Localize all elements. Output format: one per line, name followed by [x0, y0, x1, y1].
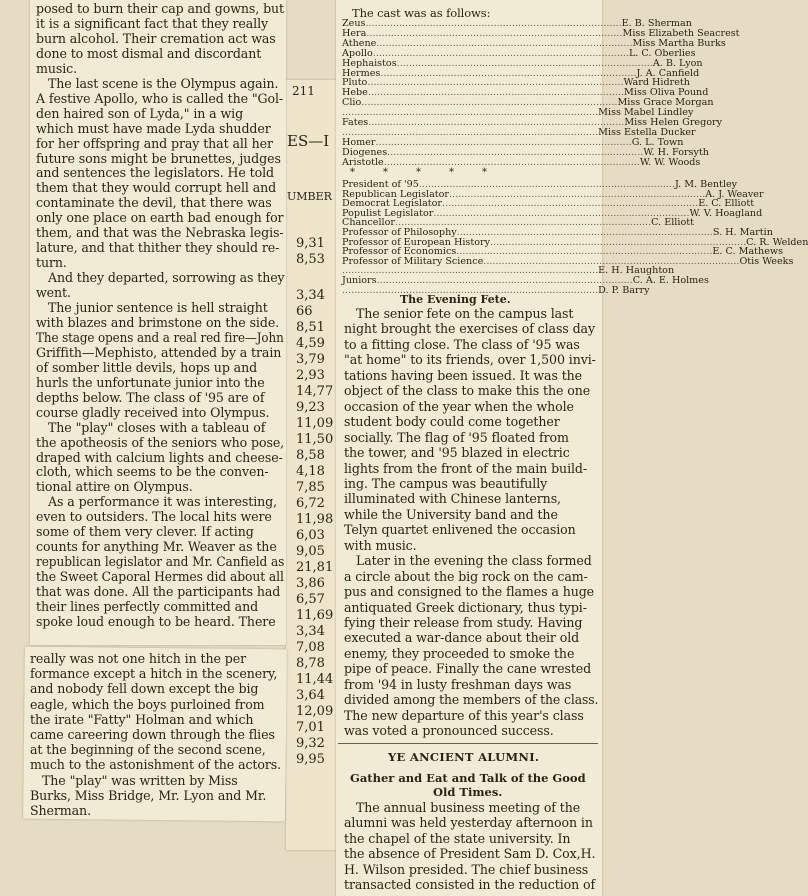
cast-actor: E. H. Haughton [598, 265, 675, 277]
text-line: went. [36, 285, 71, 301]
cast-actor: Miss Elizabeth Seacrest [622, 27, 740, 39]
cast-actor: Ward Hidreth [623, 77, 690, 89]
fragment-page-number: 211 [292, 84, 315, 98]
text-line: illuminated with Chinese lanterns, [344, 491, 561, 507]
cast-actor: W. W. Woods [639, 156, 701, 168]
cast-row: Hera .................................................................................... Miss Elizabeth Seacrest [342, 27, 740, 39]
cast-actor: W. H. Forsyth [643, 146, 709, 158]
cast-role: Professor of Military Science [342, 255, 484, 267]
cast-row: .................................................................................... E. H. Haughton [342, 265, 675, 277]
cast-row: Fates .................................................................................... Miss Helen Gregory [342, 117, 723, 128]
number-entry: 9,95 [296, 752, 325, 767]
cast-actor: Miss Oliva Pound [624, 87, 709, 99]
text-line: much to the astonishment of the actors. [30, 757, 282, 773]
number-entry: 12,09 [296, 704, 334, 719]
text-line: with blazes and brimstone on the side. [36, 314, 280, 330]
text-line: pus and consigned to the flames a huge [344, 584, 595, 600]
cast-role: Clio [342, 97, 362, 109]
cast-role: Fates [342, 117, 369, 128]
text-line: H. Wilson presided. The chief business [344, 861, 589, 877]
text-line: den haired son of Lyda," in a wig [36, 105, 244, 121]
number-entry: 11,50 [296, 432, 334, 447]
cast-role: Professor of European History [342, 236, 490, 248]
text-line: lights from the front of the main build- [344, 460, 588, 476]
text-line: student body could come together [344, 414, 560, 430]
cast-actor: S. H. Martin [712, 227, 773, 238]
cast-row: Clio .................................................................................... Miss Grace Morgan [342, 97, 714, 109]
text-line: Telyn quartet enlivened the occasion [344, 522, 576, 538]
number-entry: 11,98 [296, 512, 334, 527]
text-line: was voted a pronounced success. [344, 723, 554, 739]
text-line: the tower, and '95 blazed in electric [344, 445, 570, 461]
number-entry: 11,69 [296, 608, 334, 623]
text-line: the chapel of the state university. In [344, 830, 571, 846]
text-line: really was not one hitch in the per [30, 651, 246, 666]
cast-role: Zeus [342, 18, 366, 29]
text-line: their lines perfectly committed and [36, 599, 259, 614]
text-line: while the University band and the [344, 506, 558, 522]
cast-actor: C. A. E. Holmes [632, 275, 709, 286]
text-line: that was done. All the participants had [36, 584, 281, 600]
cast-actor: E. C. Elliott [698, 198, 755, 210]
cast-role: Aristotle [342, 156, 384, 168]
cast-actor: D. P. Barry [598, 284, 650, 296]
number-entry: 66 [296, 304, 313, 319]
text-line: The stage opens and a real red fire—John [36, 329, 284, 345]
cast-row: President of '95 .................................................................................... J. M. Bentley [342, 179, 738, 190]
number-entry: 6,03 [296, 528, 325, 543]
cast-role: Hermes [342, 67, 381, 79]
cast-actor: J. M. Bentley [675, 179, 738, 190]
cast-role: Populist Legislator [342, 207, 434, 219]
number-entry: 8,53 [296, 252, 325, 267]
cast-role: Homer [342, 136, 376, 148]
text-line: done to most dismal and discordant [36, 45, 262, 61]
text-line: draped with calcium lights and cheese- [36, 449, 283, 465]
text-line: from '94 in lusty freshman days was [344, 676, 572, 692]
text-line: Burks, Miss Bridge, Mr. Lyon and Mr. [30, 787, 267, 803]
cast-row: Hephaistos .................................................................................... A. B. Lyon [342, 57, 703, 69]
text-line: tations having been issued. It was the [344, 367, 583, 383]
cast-actor: G. L. Town [631, 136, 684, 148]
cast-role: Hebe [342, 87, 368, 99]
cast-row: Hebe .................................................................................... Miss Oliva Pound [342, 87, 709, 99]
text-line: counts for anything Mr. Weaver as the [36, 539, 277, 555]
text-line: the apotheosis of the seniors who pose, [36, 434, 285, 450]
text-line: eagle, which the boys purloined from [30, 696, 265, 712]
text-line: hurls the unfortunate junior into the [36, 374, 265, 390]
number-entry: 7,08 [296, 640, 325, 655]
alumni-subheading: Gather and Eat and Talk of the Good [350, 771, 586, 785]
cast-row: Chancellor .................................................................................... C. Elliott [342, 217, 694, 229]
text-line: executed a war-dance about their old [344, 630, 580, 646]
number-entry: 4,18 [296, 464, 325, 479]
text-line: of somber little devils, hops up and [36, 359, 258, 375]
cast-actor: Miss Estella Ducker [598, 126, 696, 138]
text-line: the irate "Fatty" Holman and which [30, 711, 254, 727]
fragment-heading: ES—I [287, 132, 330, 150]
text-line: turn. [36, 255, 67, 271]
text-line: and nobody fell down except the big [30, 681, 259, 697]
cast-row: Professor of Economics .................................................................................... E. C. Mathews [342, 246, 784, 258]
text-line: formance except a hitch in the scenery, [30, 666, 278, 682]
text-line: transacted consisted in the reduction of [344, 877, 596, 892]
cast-row: .................................................................................... Miss Estella Ducker [342, 126, 696, 138]
cast-actor: C. R. Welden [746, 236, 808, 248]
text-line: burn alcohol. Their cremation act was [36, 30, 276, 46]
text-line: enemy, they proceeded to smoke the [344, 645, 575, 661]
text-line: the absence of President Sam D. Cox,H. [344, 846, 596, 862]
cast-row: Professor of Philosophy .................................................................................... S. H. Martin [342, 227, 773, 238]
number-entry: 11,09 [296, 416, 334, 431]
cast-row: Professor of European History .................................................................................... C. R. Welden [342, 236, 808, 248]
cast-role: Diogenes [342, 146, 388, 158]
cast-actor: A. J. Weaver [705, 188, 764, 200]
number-entry: 9,31 [296, 236, 325, 251]
cast-role: Democrat Legislator [342, 198, 443, 210]
text-line: night brought the exercises of class day [344, 321, 595, 337]
cast-row: Diogenes .................................................................................... W. H. Forsyth [342, 146, 709, 158]
text-line: Sherman. [30, 803, 91, 818]
text-line: and sentences the legislators. He told [36, 165, 275, 181]
text-line: The senior fete on the campus last [356, 306, 574, 321]
number-entry: 6,72 [296, 496, 325, 511]
text-line: The last scene is the Olympus again. [48, 75, 279, 91]
text-line: fying their release from study. Having [344, 615, 583, 630]
text-line: And they departed, sorrowing as they [48, 270, 285, 286]
text-line: The annual business meeting of the [356, 800, 581, 815]
cast-role: Republican Legislator [342, 188, 450, 200]
cast-row: Apollo .................................................................................... L. C. Oberlies [342, 47, 696, 59]
cast-actor: W. V. Hoagland [689, 207, 763, 219]
cast-row: Homer .................................................................................... G. L. Town [342, 136, 684, 148]
fragment-number-label: UMBER [287, 190, 332, 203]
text-line: at the beginning of the second scene, [30, 742, 266, 758]
cast-actor: A. B. Lyon [652, 57, 703, 69]
text-line: A festive Apollo, who is called the "Gol- [36, 90, 284, 106]
number-entry: 4,59 [296, 336, 325, 351]
cast-actor: C. Elliott [651, 217, 694, 229]
number-entry: 8,51 [296, 320, 325, 335]
cast-actor: Otis Weeks [739, 255, 794, 267]
cast-actor: Miss Grace Morgan [617, 97, 714, 109]
cast-row: Athene .................................................................................... Miss Martha Burks [342, 37, 726, 49]
text-line: ing. The campus was beautifully [344, 475, 548, 491]
cast-row: Republican Legislator .................................................................................... A. J. Weaver [342, 188, 764, 200]
cast-role: Pluto [342, 77, 368, 89]
text-line: some of them very clever. If acting [36, 524, 254, 540]
cast-role: Hera [342, 27, 367, 39]
text-line: future sons might be brunettes, judges [36, 150, 281, 166]
cast-actor: E. C. Mathews [712, 246, 784, 258]
text-line: The "play" was written by Miss [42, 772, 238, 788]
cast-role: Chancellor [342, 217, 395, 229]
text-line: The junior sentence is hell straight [48, 300, 268, 315]
number-entry: 3,34 [296, 288, 325, 303]
text-line: "at home" to its friends, over 1,500 invi- [344, 352, 596, 368]
cast-actor: L. C. Oberlies [628, 47, 696, 59]
section-stars: ***** [350, 167, 515, 178]
text-line: contaminate the devil, that there was [36, 195, 272, 211]
number-entry: 3,34 [296, 624, 325, 639]
number-entry: 3,86 [296, 576, 325, 591]
cast-role: Professor of Philosophy [342, 227, 457, 238]
text-line: which must have made Lyda shudder [36, 120, 271, 136]
number-entry: 14,77 [296, 384, 334, 399]
text-line: Later in the evening the class formed [356, 553, 592, 569]
text-line: lature, and that thither they should re- [36, 240, 280, 256]
cast-row: Pluto .................................................................................... Ward Hidreth [342, 77, 690, 89]
text-line: The new departure of this year's class [344, 707, 584, 723]
text-line: came careering down through the flies [30, 727, 275, 742]
number-entry: 6,57 [296, 592, 325, 607]
number-entry: 8,78 [296, 656, 325, 671]
cast-row: Juniors .................................................................................... C. A. E. Holmes [342, 275, 709, 286]
text-line: pipe of peace. Finally the cane wrested [344, 661, 592, 677]
number-entry: 9,23 [296, 400, 325, 415]
text-line: them, and that was the Nebraska legis- [36, 225, 284, 241]
cast-row: Aristotle .................................................................................... W. W. Woods [342, 156, 701, 168]
number-entry: 7,85 [296, 480, 325, 495]
cast-role: President of '95 [342, 179, 419, 190]
text-line: occasion of the year when the whole [344, 398, 574, 414]
number-entry: 2,93 [296, 368, 325, 383]
text-line: to a fitting close. The class of '95 was [344, 336, 580, 352]
number-entry: 7,01 [296, 720, 325, 735]
text-line: only one place on earth bad enough for [36, 210, 284, 226]
text-line: posed to burn their cap and gowns, but [36, 1, 285, 16]
alumni-heading: YE ANCIENT ALUMNI. [388, 750, 540, 764]
number-entry: 3,79 [296, 352, 325, 367]
cast-actor: Miss Martha Burks [632, 37, 726, 49]
cast-role: Apollo [342, 47, 373, 59]
number-entry: 9,05 [296, 544, 325, 559]
text-line: antiquated Greek dictionary, thus typi- [344, 599, 587, 615]
cast-role: Juniors [342, 275, 377, 286]
cast-row: .................................................................................... Miss Mabel Lindley [342, 107, 694, 119]
cast-role: Professor of Economics [342, 246, 457, 258]
text-line: divided among the members of the class. [344, 692, 599, 708]
cast-actor: Miss Mabel Lindley [598, 107, 694, 119]
text-line: for her offspring and pray that all her [36, 135, 273, 151]
cast-row: Professor of Military Science .................................................................................... Otis Weeks [342, 255, 794, 267]
cast-actor: J. A. Canfield [636, 67, 700, 79]
cast-row: Democrat Legislator .................................................................................... E. C. Elliott [342, 198, 755, 210]
cast-actor: Miss Helen Gregory [624, 117, 723, 128]
text-line: music. [36, 60, 78, 76]
text-line: the Sweet Caporal Hermes did about all [36, 569, 284, 585]
number-entry: 9,32 [296, 736, 325, 751]
alumni-subheading-2: Old Times. [433, 785, 503, 799]
number-entry: 3,64 [296, 688, 325, 703]
cast-row: Populist Legislator .................................................................................... W. V. Hoagland [342, 207, 763, 219]
text-line: spoke loud enough to be heard. There [36, 613, 276, 629]
cast-actor: E. B. Sherman [621, 18, 692, 29]
text-line: tional attire on Olympus. [36, 479, 193, 495]
number-entry: 21,81 [296, 560, 334, 575]
number-entry: 11,44 [296, 672, 334, 687]
fete-heading: The Evening Fete. [400, 293, 511, 306]
text-line: it is a significant fact that they really [36, 15, 269, 31]
column-rule [338, 743, 598, 744]
text-line: alumni was held yesterday afternoon in [344, 815, 593, 831]
text-line: course gladly received into Olympus. [36, 404, 270, 420]
text-line: them that they would corrupt hell and [36, 180, 277, 196]
cast-role: Hephaistos [342, 57, 397, 69]
text-line: depths below. The class of '95 are of [36, 389, 265, 405]
text-line: even to outsiders. The local hits were [36, 509, 272, 525]
text-line: with music. [344, 537, 417, 553]
number-entry: 8,58 [296, 448, 325, 463]
cast-intro: The cast was as follows: [352, 6, 491, 20]
text-line: cloth, which seems to be the conven- [36, 464, 269, 480]
text-line: socially. The flag of '95 floated from [344, 429, 569, 445]
cast-row: .................................................................................... D. P. Barry [342, 284, 650, 296]
text-line: republican legislator and Mr. Canfield as [36, 554, 285, 570]
text-line: Griffith—Mephisto, attended by a train [36, 344, 282, 360]
text-line: As a performance it was interesting, [48, 494, 278, 510]
cast-role: Athene [342, 37, 377, 49]
text-line: a circle about the big rock on the cam- [344, 568, 588, 584]
text-line: object of the class to make this the one [344, 383, 591, 399]
cast-row: Hermes .................................................................................... J. A. Canfield [342, 67, 700, 79]
text-line: The "play" closes with a tableau of [48, 419, 266, 435]
cast-row: Zeus .................................................................................... E. B. Sherman [342, 18, 692, 29]
